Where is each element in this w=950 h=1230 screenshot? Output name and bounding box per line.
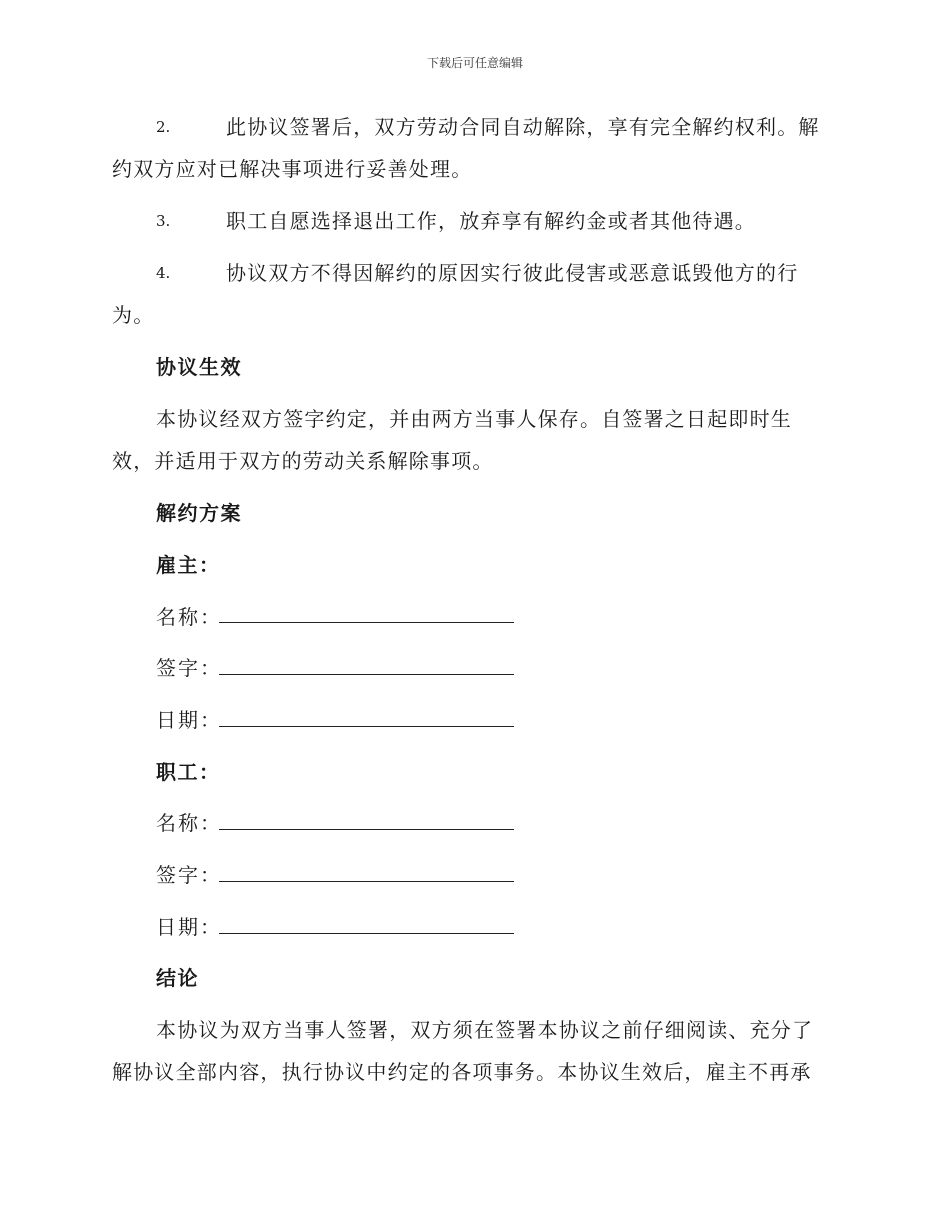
employee-heading: 职工：	[156, 760, 221, 784]
conclusion-text-line: 本协议为双方当事人签署，双方须在签署本协议之前仔细阅读、充分了	[156, 1018, 814, 1042]
employer-heading: 雇主：	[156, 553, 221, 577]
employee-sign-field[interactable]	[219, 881, 514, 882]
employer-name-label: 名称：	[156, 605, 222, 629]
employer-sign-label: 签字：	[156, 656, 222, 680]
employer-date-label: 日期：	[156, 708, 222, 732]
item-text-line: 为。	[112, 303, 155, 327]
item-text-line: 协议双方不得因解约的原因实行彼此侵害或恶意诋毁他方的行	[226, 261, 799, 285]
section-heading-effect: 协议生效	[156, 355, 242, 379]
conclusion-text-line: 解协议全部内容，执行协议中约定的各项事务。本协议生效后，雇主不再承	[112, 1060, 812, 1084]
effect-text-line: 效，并适用于双方的劳动关系解除事项。	[112, 449, 494, 473]
section-heading-plan: 解约方案	[156, 501, 242, 525]
page-header: 下载后可任意编辑	[426, 56, 523, 70]
item-number: 2.	[156, 118, 171, 136]
employee-sign-label: 签字：	[156, 863, 222, 887]
employee-name-field[interactable]	[219, 829, 514, 830]
employer-date-field[interactable]	[219, 726, 514, 727]
effect-text-line: 本协议经双方签字约定，并由两方当事人保存。自签署之日起即时生	[156, 407, 792, 431]
item-number: 4.	[156, 264, 171, 282]
item-text-line: 约双方应对已解决事项进行妥善处理。	[112, 157, 473, 181]
employee-date-label: 日期：	[156, 915, 222, 939]
item-number: 3.	[156, 212, 171, 230]
employee-name-label: 名称：	[156, 811, 222, 835]
section-heading-conclusion: 结论	[156, 966, 199, 990]
item-text-line: 此协议签署后，双方劳动合同自动解除，享有完全解约权利。解	[226, 115, 820, 139]
employee-date-field[interactable]	[219, 933, 514, 934]
employer-sign-field[interactable]	[219, 674, 514, 675]
employer-name-field[interactable]	[219, 622, 514, 623]
item-text-line: 职工自愿选择退出工作，放弃享有解约金或者其他待遇。	[226, 209, 756, 233]
